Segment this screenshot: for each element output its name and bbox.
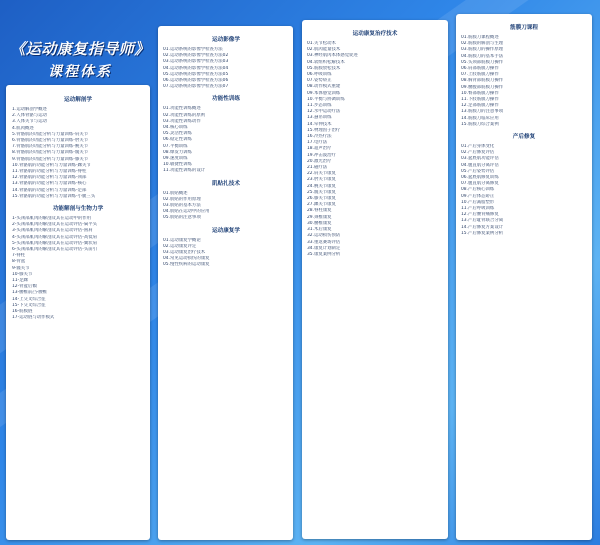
section-title: 产后修复	[512, 134, 536, 141]
lesson-item: 02.功能性训练的原则	[163, 112, 206, 118]
lesson-item: 5-头颈部肌肉的解剖及其在运动评估-翼状肩	[12, 240, 97, 246]
lesson-item: 09.产后体态矫正	[461, 193, 495, 199]
lesson-item: 9-髋关节	[12, 265, 30, 271]
lesson-item: 09.本体感觉训练	[307, 90, 341, 96]
lesson-item: 4-头颈部肌肉的解剖及其在运动评估-高低肩	[12, 234, 97, 240]
lesson-item: 6-头颈部肌肉的解剖及其在运动评估-头前引	[12, 247, 97, 253]
lesson-item: 13-腰椎前凸-腰椎	[12, 290, 48, 296]
section-title: 运动解剖学	[64, 97, 92, 103]
lesson-item: 6.骨骼肌的功能分析与力量训练-肘关节	[12, 138, 89, 144]
lesson-item: 25.髋关节康复	[307, 189, 336, 195]
lesson-item: 15.骨骼肌的功能分析与力量训练-小腿三头	[12, 193, 96, 199]
lesson-item: 33.重返赛场评估	[307, 239, 341, 245]
lesson-item: 31.术后康复	[307, 227, 332, 233]
page-title: 《运动康复指导师》	[10, 41, 150, 58]
course-section	[163, 36, 289, 90]
section-title: 运动影像学	[212, 37, 240, 43]
lesson-item: 16-筋膜链	[12, 309, 33, 315]
lesson-item: 11-足踝	[12, 278, 28, 284]
lesson-item: 10.平衡与协调训练	[307, 96, 345, 102]
lesson-item: 10.臀部筋膜刀操作	[461, 90, 499, 96]
lesson-item: 01.产后身体变化	[461, 144, 495, 150]
lesson-item: 3.人体关节与运动	[12, 119, 47, 125]
lesson-item: 05.灵活性训练	[163, 131, 192, 137]
lesson-item: 01.运动康复学概论	[163, 237, 201, 243]
lesson-item: 13.产后耻骨联合分离	[461, 218, 504, 224]
lesson-item: 02.肌贴的作用原理	[163, 196, 201, 202]
lesson-item: 9.骨骼肌的功能分析与力量训练-膝关节	[12, 156, 89, 162]
lesson-item: 02.运动康复评定	[163, 243, 197, 249]
lesson-item: 10.骨骼肌的功能分析与力量训练-踝关节	[12, 162, 91, 168]
lesson-item: 2.人体骨骼与运动	[12, 113, 47, 119]
page-subtitle: 课程体系	[48, 63, 112, 79]
section-title: 筋膜刀课程	[510, 25, 538, 31]
lesson-item: 03.运动康复治疗技术	[163, 250, 206, 256]
lesson-item: 09.腰腹部筋膜刀操作	[461, 84, 504, 90]
lesson-item: 29.颈椎康复	[307, 214, 332, 220]
lesson-item: 08.胸背部筋膜刀操作	[461, 78, 504, 84]
lesson-item: 27.踝关节康复	[307, 202, 336, 208]
course-section	[461, 133, 587, 237]
lesson-item: 12.骨骼肌的功能分析与力量训练-颈部	[12, 175, 87, 181]
lesson-item: 24.腕关节康复	[307, 183, 336, 189]
lesson-item: 1-头颈部肌肉的解剖及其在运动中的作用	[12, 216, 92, 222]
lesson-item: 04.肌贴在运动中的应用	[163, 209, 210, 215]
section-title: 功能性训练	[212, 96, 240, 103]
panel-2-content	[163, 31, 289, 271]
lesson-item: 13.悬吊训练	[307, 115, 332, 121]
lesson-item: 03.肌贴的基本方法	[163, 203, 201, 209]
lesson-item: 02.产后修复评估	[461, 150, 495, 156]
title-block	[6, 38, 154, 81]
lesson-item: 1.运动解剖学概述	[12, 107, 47, 112]
lesson-item: 12.水中运动疗法	[307, 109, 341, 115]
lesson-item: 12-骨盆后倾	[12, 284, 37, 290]
lesson-item: 08.产后核心训练	[461, 187, 495, 193]
lesson-item: 04.运动系统的影像学检查方法04	[163, 65, 229, 71]
lesson-item: 15.筋膜刀综合案例	[461, 121, 499, 127]
lesson-item: 05.肌贴的注意事项	[163, 215, 201, 221]
lesson-item: 15.物理因子治疗	[307, 127, 341, 133]
lesson-item: 15-下交叉综合征	[12, 302, 46, 308]
lesson-item: 32.运动损伤预防	[307, 233, 341, 239]
lesson-item: 07.姿势矫正	[307, 78, 332, 84]
panel-1-content	[12, 91, 144, 324]
lesson-item: 01.运动系统的影像学检查方法	[163, 47, 223, 52]
course-section	[307, 30, 443, 258]
lesson-item: 19.冲击波治疗	[307, 152, 336, 158]
lesson-item: 02.筋膜的解剖与生理	[461, 41, 504, 47]
lesson-item: 03.筋膜刀的操作原理	[461, 47, 504, 53]
lesson-item: 26.膝关节康复	[307, 196, 336, 202]
lesson-item: 7.骨骼肌的功能分析与力量训练-腕关节	[12, 144, 89, 150]
lesson-item: 13.骨骼肌的功能分析与力量训练-核心	[12, 181, 87, 187]
lesson-item: 05.筋膜放松技术	[307, 65, 341, 71]
lesson-item: 11.产后呼吸训练	[461, 206, 495, 212]
lesson-item: 34.康复计划制定	[307, 245, 341, 251]
lesson-item: 05.头颈部筋膜刀操作	[461, 59, 504, 65]
lesson-item: 07.平衡训练	[163, 143, 188, 149]
lesson-item: 21.磁疗法	[307, 165, 328, 171]
lesson-item: 06.呼吸训练	[307, 72, 332, 78]
lesson-item: 5.骨骼肌的功能分析与力量训练-肩关节	[12, 131, 89, 137]
lesson-item: 02.运动系统的影像学检查方法02	[163, 53, 229, 59]
section-title: 运动康复学	[212, 227, 240, 234]
lesson-item: 03.盆底肌功能评估	[461, 156, 499, 162]
lesson-item: 14.牵伸技术	[307, 121, 332, 127]
lesson-item: 14.骨骼肌的功能分析与力量训练-足部	[12, 187, 87, 193]
course-section	[12, 205, 144, 321]
lesson-item: 09.速度训练	[163, 156, 188, 162]
lesson-item: 01.关节松动术	[307, 41, 336, 46]
section-title: 功能解剖与生物力学	[52, 206, 104, 213]
lesson-item: 7-脊柱	[12, 253, 26, 259]
lesson-item: 8-骨盆	[12, 259, 26, 265]
lesson-item: 28.脊柱康复	[307, 208, 332, 214]
lesson-item: 01.功能性训练概述	[163, 106, 201, 112]
lesson-item: 23.肘关节康复	[307, 177, 336, 183]
lesson-item: 2-头颈部肌肉的解剖及其在运动评估-扁平头	[12, 222, 97, 228]
lesson-item: 05.慢性疾病的运动康复	[163, 262, 210, 268]
lesson-item: 01.肌贴概述	[163, 190, 188, 196]
course-section	[461, 24, 587, 128]
lesson-item: 11.步态训练	[307, 103, 332, 109]
lesson-item: 06.肩部筋膜刀操作	[461, 66, 499, 72]
section-title: 肌贴扎技术	[212, 180, 240, 187]
lesson-item: 12.足部筋膜刀操作	[461, 103, 499, 109]
lesson-item: 16.冷热疗法	[307, 134, 332, 140]
course-section	[163, 95, 289, 174]
lesson-item: 03.神经肌肉本体感觉促进	[307, 53, 358, 59]
lesson-item: 3-头颈部肌肉的解剖及其在运动评估-圆肩	[12, 228, 93, 234]
lesson-item: 11.下肢筋膜刀操作	[461, 97, 499, 103]
section-title: 运动康复治疗技术	[352, 31, 398, 37]
lesson-item: 14.产后修复方案设计	[461, 224, 504, 230]
lesson-item: 08.爆发力训练	[163, 149, 192, 155]
lesson-item: 11.功能性训练的设计	[163, 168, 206, 174]
lesson-item: 04.软组织松解技术	[307, 59, 345, 65]
lesson-item: 10.敏捷性训练	[163, 162, 192, 168]
course-section	[163, 227, 289, 269]
lesson-item: 08.动作模式重建	[307, 84, 341, 90]
lesson-item: 04.常见运动损伤的康复	[163, 256, 210, 262]
lesson-item: 13.筋膜刀的注意事项	[461, 109, 504, 115]
panel-4-content	[461, 19, 587, 239]
lesson-item: 10.产后减脂塑形	[461, 199, 495, 205]
lesson-item: 03.功能性训练动作	[163, 118, 201, 124]
lesson-item: 04.筋膜刀的基本手法	[461, 53, 504, 59]
lesson-item: 30.腰椎康复	[307, 220, 332, 226]
lesson-item: 22.肩关节康复	[307, 171, 336, 177]
lesson-item: 14.筋膜刀临床应用	[461, 115, 499, 121]
lesson-item: 14-上交叉综合征	[12, 296, 46, 302]
lesson-item: 02.肌肉能量技术	[307, 47, 341, 53]
lesson-item: 07.腹直肌分离修复	[461, 181, 499, 187]
lesson-item: 06.运动系统的影像学检查方法06	[163, 78, 229, 84]
lesson-item: 10-膝关节	[12, 271, 33, 277]
lesson-item: 15.产后修复案例分析	[461, 230, 504, 236]
lesson-item: 06.稳定性训练	[163, 137, 192, 143]
lesson-item: 05.产后姿势评估	[461, 168, 495, 174]
lesson-item: 01.筋膜刀课程概述	[461, 35, 499, 40]
lesson-item: 4.肌肉概述	[12, 125, 34, 131]
lesson-item: 20.激光治疗	[307, 158, 332, 164]
course-section	[12, 96, 144, 200]
lesson-item: 18.超声治疗	[307, 146, 332, 152]
lesson-item: 07.上肢筋膜刀操作	[461, 72, 499, 78]
lesson-item: 04.核心训练	[163, 125, 188, 131]
lesson-item: 17-运动链与动作模式	[12, 315, 55, 321]
panel-3-content	[307, 25, 443, 260]
lesson-item: 07.运动系统的影像学检查方法07	[163, 84, 229, 90]
lesson-item: 8.骨骼肌的功能分析与力量训练-髋关节	[12, 150, 89, 156]
lesson-item: 11.骨骼肌的功能分析与力量训练-脊柱	[12, 169, 87, 175]
lesson-item: 06.盆底肌修复训练	[461, 175, 499, 181]
lesson-item: 17.电疗法	[307, 140, 328, 146]
lesson-item: 05.运动系统的影像学检查方法05	[163, 71, 229, 77]
lesson-item: 03.运动系统的影像学检查方法03	[163, 59, 229, 65]
lesson-item: 12.产后腰背痛修复	[461, 212, 499, 218]
course-section	[163, 180, 289, 222]
lesson-item: 35.康复案例分析	[307, 251, 341, 257]
lesson-item: 04.腹直肌分离评估	[461, 162, 499, 168]
